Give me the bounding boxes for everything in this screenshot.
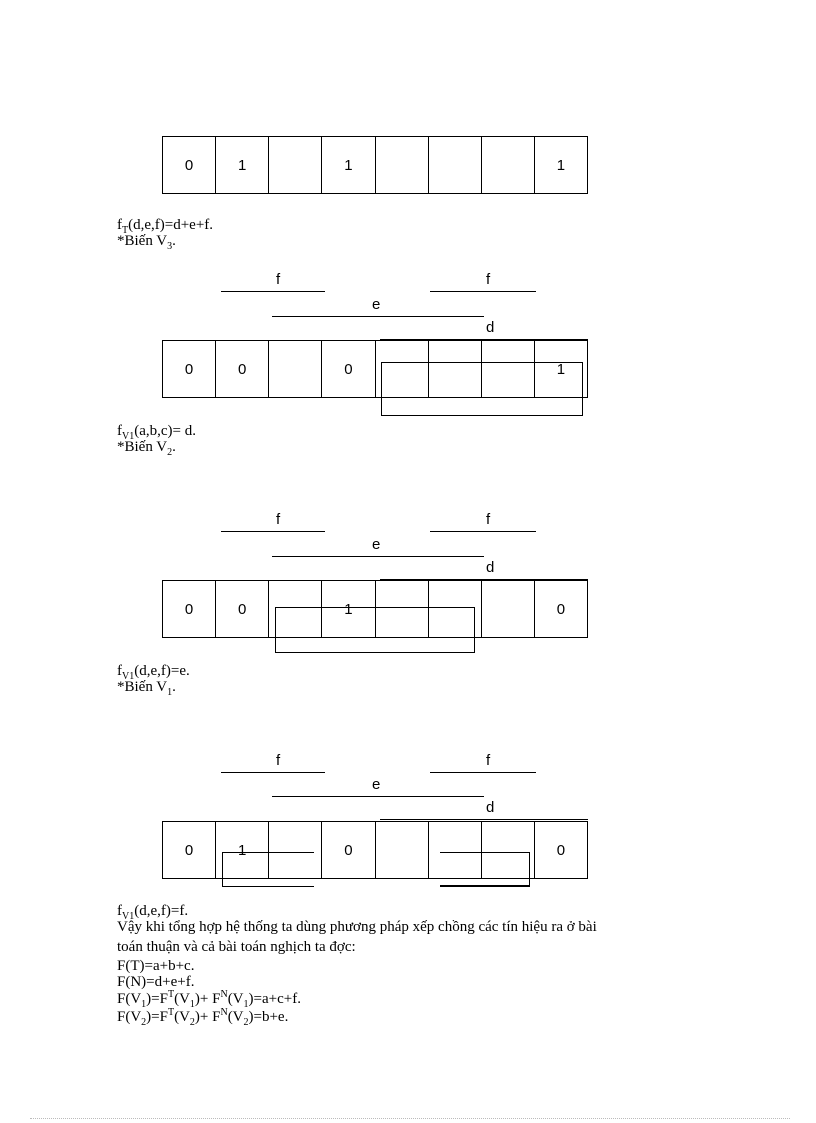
map-cell: 0 (216, 341, 269, 397)
function-line-4: $f_{V1}(d,e,f)=f$. (117, 903, 189, 922)
label-d: d (486, 319, 495, 336)
equation-fv2: $F(V_2)=F^T(V_2)+ F^N(V_2)=b+e$. (117, 1007, 289, 1028)
span-line-e (272, 316, 484, 317)
map-cell: 1 (322, 137, 375, 193)
map-cell (376, 137, 429, 193)
map-cell (429, 137, 482, 193)
label-f-left: f (276, 511, 281, 528)
span-line-f-left (221, 291, 325, 292)
function-line-3: $f_{V1}(d,e,f)=e$. (117, 663, 190, 682)
label-e: e (372, 776, 381, 793)
map-cell: 0 (322, 341, 375, 397)
map-cell: 1 (216, 822, 269, 878)
span-line-f-left (221, 531, 325, 532)
map-cell (269, 137, 322, 193)
grouping-loop-e (275, 607, 475, 653)
label-d: d (486, 559, 495, 576)
map-cell: 0 (163, 581, 216, 637)
span-line-e (272, 796, 484, 797)
map-cell: 1 (322, 581, 375, 637)
variable-heading-v3: *Biến $V_3$. (117, 233, 176, 252)
variable-heading-v1: *Biến $V_1$. (117, 679, 176, 698)
grouping-loop-f-left (222, 852, 314, 887)
label-f-left: f (276, 752, 281, 769)
span-line-f-right (430, 291, 536, 292)
map-cell: 1 (216, 137, 269, 193)
grouping-loop-f-left-top (222, 852, 314, 853)
map-cell (269, 341, 322, 397)
map-cell (376, 822, 429, 878)
span-line-e (272, 556, 484, 557)
paragraph-line-2: toán thuận và cả bài toán nghịch ta đợc: (117, 939, 356, 955)
map-cell: 1 (556, 156, 566, 174)
map-cell: 0 (556, 600, 566, 618)
map-cell: 0 (163, 137, 216, 193)
grouping-loop-f-left-bottom (222, 886, 314, 887)
grouping-loop-f-right-bottom (440, 886, 530, 887)
label-f-right: f (486, 752, 491, 769)
label-f-left: f (276, 271, 281, 288)
equation-ft: F(T)=a+b+c. (117, 958, 195, 974)
grouping-loop-d (381, 362, 583, 416)
label-e: e (372, 536, 381, 553)
span-line-d (380, 819, 588, 820)
map-cell: 0 (556, 841, 566, 859)
variable-heading-v2: *Biến $V_2$. (117, 439, 176, 458)
label-f-right: f (486, 271, 491, 288)
paragraph-line-1: Vậy khi tổng hợp hệ thống ta dùng phương pháp xếp chồng các tín hiệu ra ở bài (117, 919, 597, 935)
map-cell: 0 (163, 341, 216, 397)
span-line-f-right (430, 772, 536, 773)
map-cell: 1 (556, 360, 566, 378)
map-cell (482, 581, 535, 637)
equation-fv1: $F(V_1)=F^T(V_1)+ F^N(V_1)=a+c+f$. (117, 989, 301, 1010)
map-cell (482, 137, 535, 193)
karnaugh-map-1 (162, 136, 588, 194)
map-cell: 0 (216, 581, 269, 637)
span-line-f-left (221, 772, 325, 773)
map-cell: 0 (322, 822, 375, 878)
function-line-1: $f_T(d,e,f)=d+e+f$. (117, 217, 214, 236)
map-cell: 0 (163, 822, 216, 878)
label-f-right: f (486, 511, 491, 528)
equation-fn: F(N)=d+e+f. (117, 974, 195, 990)
page-bottom-rule (30, 1118, 790, 1119)
label-d: d (486, 799, 495, 816)
span-line-f-right (430, 531, 536, 532)
grouping-loop-f-right (440, 852, 530, 886)
function-line-2: $f_{V1}(a,b,c)= d$. (117, 423, 196, 442)
label-e: e (372, 296, 381, 313)
